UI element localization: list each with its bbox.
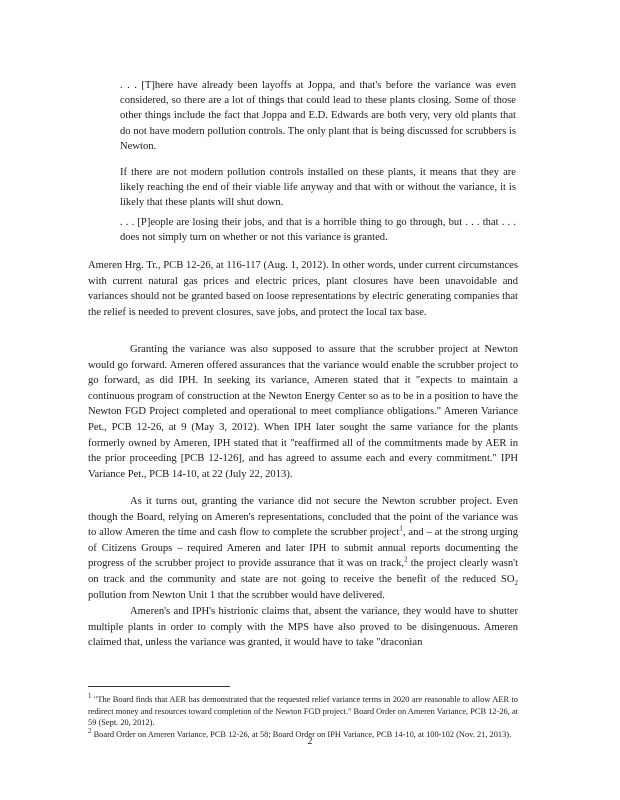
block-quote-3-text: . . . [P]eople are losing their jobs, and that is a horrible thing to go through, but . . . that . . . does not simply turn on whether or not this variance is granted.: [120, 217, 516, 244]
block-quote-2-text: If there are not modern pollution controls installed on these plants, it means that they are likely reaching the end of their viable life anyway and that with or without the variance, it is likely that these plants will shut down.: [120, 167, 516, 209]
footnote-ref-1: 1: [399, 524, 403, 533]
footnote-2-number: 2: [88, 726, 92, 735]
block-quote-1-text: . . . [T]here have already been layoffs at Joppa, and that's before the variance was even considered, so there are a lot of things that could lead to these plants closing. Some of those other things include the fact that Joppa and E.D. Edwards are both very, very old plants that do not have modern pollution controls. The only plant that is being discussed for scrubbers is Newton.: [120, 80, 516, 152]
footnote-2-text: Board Order on Ameren Variance, PCB 12-26, at 58; Board Order on IPH Variance, PCB 14-10, at 100-102 (Nov. 21, 2013).: [91, 729, 512, 739]
para3-part-d: pollution from Newton Unit 1 that the scrubber would have delivered.: [88, 589, 385, 601]
paragraph-scrubber-assurance: [88, 342, 518, 482]
block-quote-3: [120, 215, 516, 245]
footnote-ref-2: 2: [404, 555, 408, 564]
footnote-1: [88, 694, 518, 729]
so2-subscript: 2: [514, 579, 518, 588]
paragraph-histrionic-claims: [88, 604, 518, 651]
paragraph-citation: [88, 258, 518, 320]
footnote-divider: [88, 686, 230, 687]
footnote-1-text: "The Board finds that AER has demonstrated that the requested relief variance terms in 2020 are reasonable to allow AER to redirect money and resources toward completion of the Newton FGD project." Board Order on Ameren Variance, PCB 12-26, at 59 (Sept. 20, 2012).: [88, 695, 518, 728]
block-quote-1: [120, 78, 516, 154]
para3-part-c: the project clearly wasn't on track and the community and state are not going to receive the benefit of the reduced SO: [88, 558, 519, 585]
paragraph-histrionic-claims-text: Ameren's and IPH's histrionic claims that, absent the variance, they would have to shutter multiple plants in order to comply with the MPS have also proved to be disingenuous. Ameren claimed that, unless the variance was granted, it would have to take "draconian: [88, 606, 518, 649]
block-quote-2: [120, 165, 516, 211]
para3-part-b: , and – at the strong urging of Citizens Groups – required Ameren and later IPH to submit annual reports documenting the progress of the scrubber project to provide assurance that it was on track,: [88, 527, 519, 570]
paragraph-scrubber-assurance-text: Granting the variance was also supposed to assure that the scrubber project at Newton would go forward. Ameren offered assurances that the variance would enable the scrubber project to go forward, as did IPH. In seeking its variance, Ameren stated that it "expects to maintain a continuous program of construction at the Newton Energy Center so as to be in a position to have the Newton FGD Project completed and operational to meet compliance obligations." Ameren Variance Pet., PCB 12-26, at 9 (May 3, 2012). When IPH later sought the same variance for the plants formerly owned by Ameren, IPH stated that it "reaffirmed all of the commitments made by AER in the prior proceeding [PCB 12-126], and has agreed to assume each and every commitment." IPH Variance Pet., PCB 14-10, at 22 (July 22, 2013).: [88, 344, 518, 480]
paragraph-citation-text: Ameren Hrg. Tr., PCB 12-26, at 116-117 (Aug. 1, 2012). In other words, under current circumstances with current natural gas prices and electric prices, plant closures have been unavoidable and variances should not be granted based on loose representations by electric generating companies that the relief is needed to prevent closures, save jobs, and protect the local tax base.: [88, 260, 518, 318]
footnote-1-number: 1: [88, 692, 92, 701]
footnotes: [88, 694, 518, 740]
paragraph-turns-out-text: [88, 494, 518, 603]
para3-part-a: As it turns out, granting the variance did not secure the Newton scrubber project. Even though the Board, relying on Ameren's representations, concluded that the point of the variance was to allow Ameren the time and cash flow to complete the scrubber project: [88, 496, 518, 539]
paragraph-turns-out: [88, 494, 518, 603]
page-number: 2: [307, 736, 313, 747]
